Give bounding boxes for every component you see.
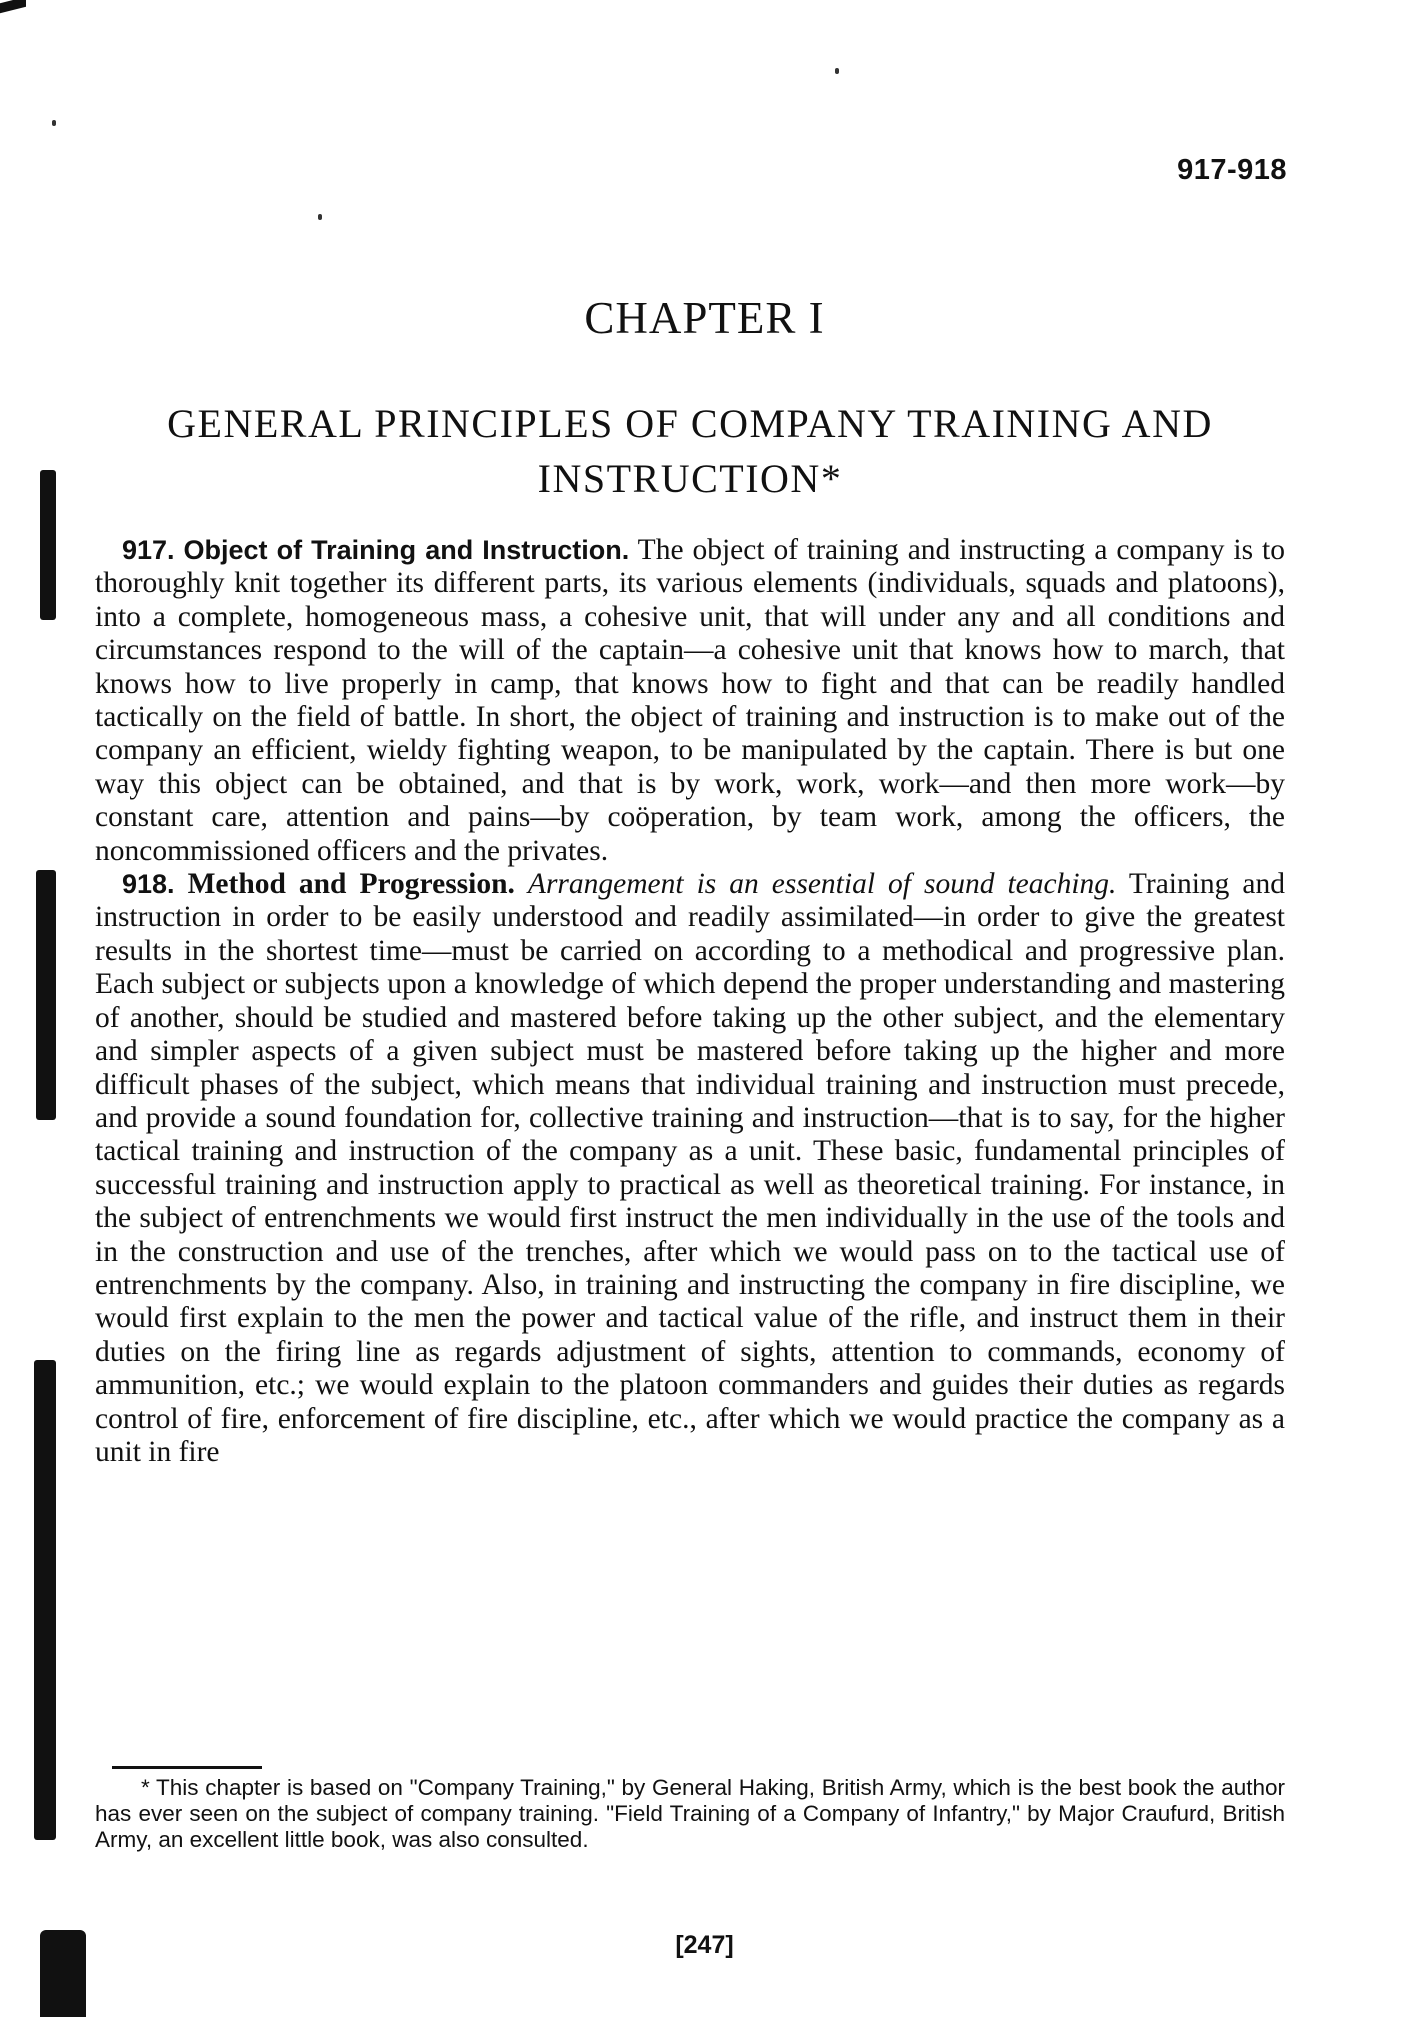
scan-artifact-binding xyxy=(40,470,56,620)
footnote-divider xyxy=(112,1766,262,1769)
scan-artifact-dot xyxy=(835,68,839,74)
page-range-header: 917-918 xyxy=(1177,154,1287,186)
chapter-heading: CHAPTER I xyxy=(584,293,825,343)
paragraph-heading: Method and Progression. xyxy=(187,868,515,901)
scan-artifact-binding xyxy=(34,1360,56,1840)
paragraph-heading: Object of Training and Instruction. xyxy=(183,535,630,565)
body-text xyxy=(95,534,1285,1469)
chapter-title: GENERAL PRINCIPLES OF COMPANY TRAINING AND INSTRUCTION* xyxy=(167,401,1213,501)
paragraph-number: 918. xyxy=(122,869,175,900)
paragraph-918 xyxy=(95,868,1285,1469)
scan-artifact-corner xyxy=(0,0,26,13)
page-number: [247] xyxy=(675,1931,734,1959)
scan-artifact-binding xyxy=(36,870,56,1120)
paragraph-number: 917. xyxy=(122,535,175,565)
paragraph-lead: Arrangement is an essential of sound teaching. xyxy=(527,868,1117,901)
paragraph-917 xyxy=(95,534,1285,868)
scan-artifact-dot xyxy=(318,214,322,220)
paragraph-text: Training and instruction in order to be easily understood and readily assimilated—in order to give the greatest results in the shortest time—must be carried on according to a methodical and progressive plan. Each subject or subjects upon a knowledge of which depend the proper understanding and mastering of another, should be studied and mastered before taking up the other subject, and the elementary and simpler aspects of a given subject must be mastered before taking up the higher and more difficult phases of the subject, which means that individual training and instruction must precede, and provide a sound foundation for, collective training and instruction—that is to say, for the higher tactical training and instruction of the company as a unit. These basic, fundamental principles of successful training and instruction apply to practical as well as theoretical training. For instance, in the subject of entrenchments we would first instruct the men individually in the use of the tools and in the construction and use of the trenches, after which we would pass on to the tactical use of entrenchments by the company. Also, in training and instructing the company in fire discipline, we would first explain to the men the power and tactical value of the rifle, and instruct them in their duties on the firing line as regards adjustment of sights, attention to commands, economy of ammunition, etc.; we would explain to the platoon commanders and guides their duties as regards control of fire, enforcement of fire discipline, etc., after which we would practice the company as a unit in fire xyxy=(95,868,1286,1468)
scan-artifact-dot xyxy=(52,120,56,126)
footnote: * This chapter is based on "Company Training," by General Haking, British Army, which is the best book the author has ever seen on the subject of company training. "Field Training of a Company of Infantry," by Major Craufurd, British Army, an excellent little book, was also consulted. xyxy=(95,1775,1285,1852)
paragraph-text: The object of training and instructing a company is to thoroughly knit together its different parts, its various elements (individuals, squads and platoons), into a complete, homogeneous mass, a cohesive unit, that will under any and all conditions and circumstances respond to the will of the captain—a cohesive unit that knows how to march, that knows how to live properly in camp, that knows how to fight and that can be readily handled tactically on the field of battle. In short, the object of training and instruction is to make out of the company an efficient, wieldy fighting weapon, to be manipulated by the captain. There is but one way this object can be obtained, and that is by work, work, work—and then more work—by constant care, attention and pains—by coöperation, by team work, among the officers, the noncommissioned officers and the privates. xyxy=(95,534,1285,867)
